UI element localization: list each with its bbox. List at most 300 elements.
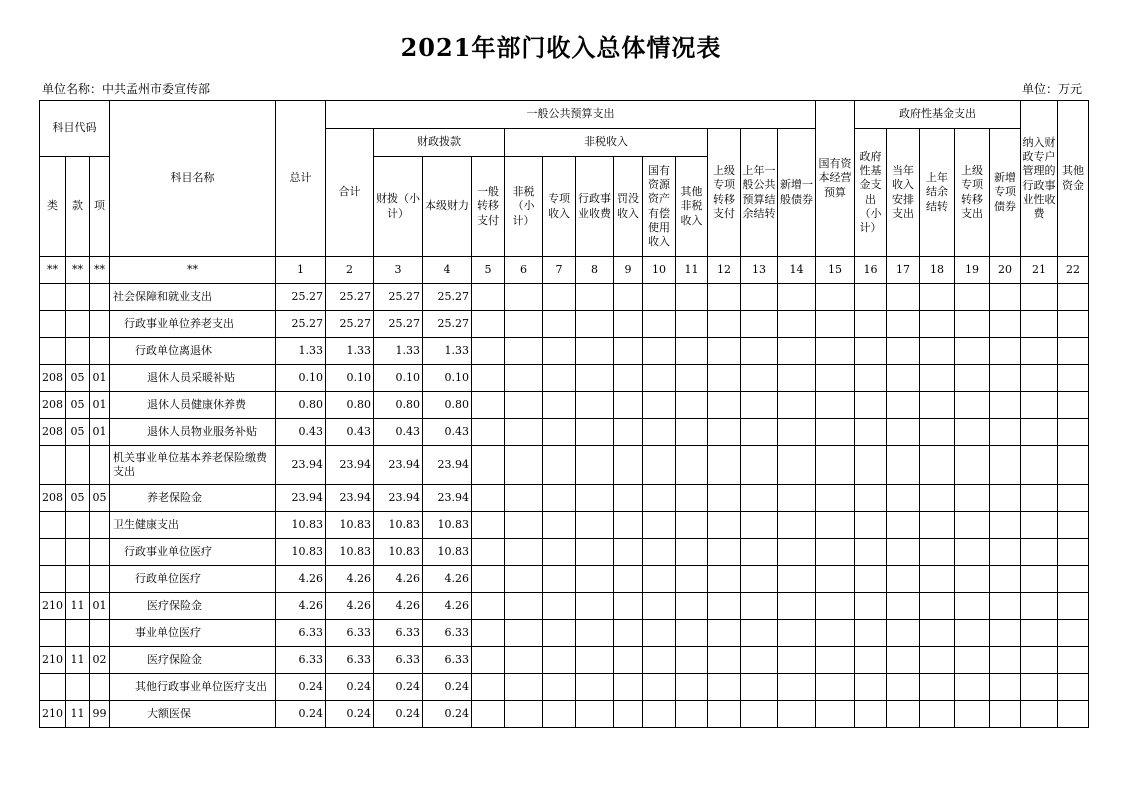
cell-subject-name: 医疗保险金: [110, 647, 276, 674]
cell-empty: [614, 674, 643, 701]
cell-xiang: [90, 620, 110, 647]
cell-empty: [643, 392, 676, 419]
cell-empty: [614, 647, 643, 674]
cell-empty: [708, 539, 741, 566]
cell-empty: [576, 392, 614, 419]
cell-empty: [920, 392, 955, 419]
cell-empty: [505, 485, 543, 512]
cell-empty: [741, 512, 778, 539]
cell-empty: [816, 392, 855, 419]
cell-empty: [543, 674, 576, 701]
cell-kuan: [66, 674, 90, 701]
cell-empty: [920, 620, 955, 647]
cell-subject-name: 退休人员健康休养费: [110, 392, 276, 419]
cell-empty: [614, 485, 643, 512]
header-non-tax: 非税收入: [505, 129, 708, 157]
cell-kuan: 11: [66, 647, 90, 674]
cell-empty: [955, 701, 990, 728]
cell-local-fiscal: 23.94: [423, 446, 472, 485]
cell-empty: [990, 674, 1021, 701]
cell-fiscal-subtotal: 25.27: [374, 311, 423, 338]
cell-empty: [1058, 338, 1089, 365]
cell-empty: [643, 365, 676, 392]
cell-total: 4.26: [276, 593, 326, 620]
cell-total: 25.27: [276, 284, 326, 311]
cell-empty: [1058, 392, 1089, 419]
cell-empty: [920, 284, 955, 311]
cell-local-fiscal: 23.94: [423, 485, 472, 512]
cell-empty: [920, 674, 955, 701]
cell-empty: [887, 419, 920, 446]
cell-empty: [778, 446, 816, 485]
cell-empty: [1058, 446, 1089, 485]
cell-empty: [543, 539, 576, 566]
cell-empty: [920, 647, 955, 674]
cell-empty: [955, 338, 990, 365]
cell-empty: [543, 392, 576, 419]
cell-empty: [676, 566, 708, 593]
cell-lei: 208: [40, 392, 66, 419]
column-code: **: [40, 257, 66, 284]
cell-empty: [855, 512, 887, 539]
column-code: 11: [676, 257, 708, 284]
cell-kuan: 11: [66, 593, 90, 620]
cell-subject-name: 其他行政事业单位医疗支出: [110, 674, 276, 701]
cell-empty: [990, 566, 1021, 593]
cell-empty: [955, 674, 990, 701]
cell-empty: [614, 566, 643, 593]
cell-subtotal: 10.83: [326, 539, 374, 566]
cell-empty: [1058, 485, 1089, 512]
cell-empty: [741, 446, 778, 485]
cell-kuan: [66, 284, 90, 311]
cell-lei: 210: [40, 647, 66, 674]
cell-local-fiscal: 0.10: [423, 365, 472, 392]
cell-empty: [887, 311, 920, 338]
cell-empty: [1021, 365, 1058, 392]
report-title: 2021年部门收入总体情况表: [400, 33, 722, 62]
cell-empty: [778, 566, 816, 593]
cell-local-fiscal: 0.24: [423, 674, 472, 701]
cell-empty: [741, 311, 778, 338]
cell-xiang: 02: [90, 647, 110, 674]
cell-empty: [778, 284, 816, 311]
column-code: 19: [955, 257, 990, 284]
cell-empty: [576, 593, 614, 620]
cell-empty: [576, 512, 614, 539]
cell-kuan: [66, 338, 90, 365]
cell-empty: [472, 674, 505, 701]
cell-empty: [741, 647, 778, 674]
cell-empty: [778, 365, 816, 392]
cell-empty: [1058, 620, 1089, 647]
cell-subtotal: 6.33: [326, 647, 374, 674]
column-code: 2: [326, 257, 374, 284]
cell-lei: [40, 446, 66, 485]
cell-subtotal: 0.10: [326, 365, 374, 392]
cell-empty: [676, 539, 708, 566]
cell-empty: [855, 392, 887, 419]
cell-empty: [472, 365, 505, 392]
cell-empty: [855, 566, 887, 593]
cell-empty: [816, 311, 855, 338]
cell-empty: [741, 620, 778, 647]
cell-empty: [543, 446, 576, 485]
cell-empty: [1021, 647, 1058, 674]
cell-empty: [990, 701, 1021, 728]
cell-xiang: [90, 284, 110, 311]
cell-empty: [887, 512, 920, 539]
cell-empty: [778, 485, 816, 512]
cell-empty: [505, 365, 543, 392]
cell-empty: [778, 512, 816, 539]
cell-local-fiscal: 4.26: [423, 566, 472, 593]
header-admin-fee: 行政事业收费: [576, 157, 614, 257]
cell-empty: [990, 392, 1021, 419]
cell-empty: [576, 311, 614, 338]
table-row: [40, 419, 1089, 446]
cell-empty: [576, 446, 614, 485]
cell-lei: [40, 284, 66, 311]
cell-empty: [887, 701, 920, 728]
cell-empty: [614, 701, 643, 728]
cell-empty: [920, 365, 955, 392]
cell-empty: [1058, 365, 1089, 392]
cell-empty: [990, 485, 1021, 512]
column-code: 12: [708, 257, 741, 284]
cell-empty: [855, 485, 887, 512]
cell-empty: [543, 593, 576, 620]
cell-empty: [778, 419, 816, 446]
cell-subject-name: 医疗保险金: [110, 593, 276, 620]
cell-kuan: 05: [66, 419, 90, 446]
cell-empty: [643, 620, 676, 647]
cell-fiscal-subtotal: 10.83: [374, 512, 423, 539]
table-row: [40, 446, 1089, 485]
cell-empty: [505, 701, 543, 728]
cell-xiang: [90, 338, 110, 365]
column-code: 3: [374, 257, 423, 284]
cell-empty: [816, 446, 855, 485]
cell-empty: [778, 674, 816, 701]
cell-empty: [1021, 674, 1058, 701]
cell-empty: [614, 539, 643, 566]
column-code: 1: [276, 257, 326, 284]
cell-local-fiscal: 6.33: [423, 620, 472, 647]
cell-empty: [816, 593, 855, 620]
header-nontax-subtotal: 非税（小计）: [505, 157, 543, 257]
cell-empty: [505, 392, 543, 419]
cell-empty: [505, 338, 543, 365]
cell-xiang: 01: [90, 593, 110, 620]
column-code: 18: [920, 257, 955, 284]
cell-empty: [676, 338, 708, 365]
cell-empty: [990, 419, 1021, 446]
cell-subject-name: 行政事业单位养老支出: [110, 311, 276, 338]
header-kuan: 款: [66, 157, 90, 257]
cell-empty: [708, 593, 741, 620]
cell-empty: [614, 392, 643, 419]
cell-fiscal-subtotal: 25.27: [374, 284, 423, 311]
table-row: [40, 647, 1089, 674]
header-general-budget: 一般公共预算支出: [326, 101, 816, 129]
column-code: 6: [505, 257, 543, 284]
cell-empty: [741, 365, 778, 392]
cell-lei: [40, 674, 66, 701]
cell-empty: [643, 338, 676, 365]
cell-empty: [472, 539, 505, 566]
cell-kuan: 05: [66, 365, 90, 392]
cell-empty: [614, 446, 643, 485]
cell-empty: [643, 566, 676, 593]
cell-empty: [990, 647, 1021, 674]
cell-empty: [576, 419, 614, 446]
header-state-capital: 国有资本经营预算: [816, 101, 855, 257]
cell-empty: [543, 419, 576, 446]
header-other-funds: 其他资金: [1058, 101, 1089, 257]
cell-empty: [676, 485, 708, 512]
cell-empty: [1021, 284, 1058, 311]
cell-kuan: [66, 512, 90, 539]
cell-empty: [472, 446, 505, 485]
table-row: [40, 284, 1089, 311]
cell-empty: [643, 284, 676, 311]
cell-total: 10.83: [276, 539, 326, 566]
cell-total: 25.27: [276, 311, 326, 338]
cell-empty: [576, 284, 614, 311]
header-state-asset: 国有资源资产有偿使用收入: [643, 157, 676, 257]
cell-local-fiscal: 25.27: [423, 311, 472, 338]
cell-empty: [741, 338, 778, 365]
cell-empty: [543, 485, 576, 512]
cell-empty: [1021, 620, 1058, 647]
cell-local-fiscal: 0.80: [423, 392, 472, 419]
cell-empty: [543, 566, 576, 593]
cell-empty: [1058, 701, 1089, 728]
cell-empty: [614, 338, 643, 365]
cell-empty: [505, 311, 543, 338]
header-other-nontax: 其他非税收入: [676, 157, 708, 257]
cell-empty: [614, 311, 643, 338]
cell-subject-name: 社会保障和就业支出: [110, 284, 276, 311]
column-code: 7: [543, 257, 576, 284]
cell-empty: [887, 620, 920, 647]
cell-empty: [855, 647, 887, 674]
cell-empty: [741, 392, 778, 419]
header-gov-fund: 政府性基金支出: [855, 101, 1021, 129]
cell-empty: [1021, 539, 1058, 566]
cell-total: 10.83: [276, 512, 326, 539]
cell-empty: [576, 566, 614, 593]
cell-xiang: [90, 446, 110, 485]
column-code: 5: [472, 257, 505, 284]
cell-lei: 210: [40, 701, 66, 728]
column-code: 8: [576, 257, 614, 284]
cell-lei: 208: [40, 419, 66, 446]
column-code: 22: [1058, 257, 1089, 284]
cell-subject-name: 事业单位医疗: [110, 620, 276, 647]
cell-empty: [708, 512, 741, 539]
cell-subject-name: 退休人员采暖补贴: [110, 365, 276, 392]
cell-empty: [543, 284, 576, 311]
cell-subject-name: 养老保险金: [110, 485, 276, 512]
cell-subtotal: 0.24: [326, 701, 374, 728]
cell-empty: [920, 485, 955, 512]
cell-subtotal: 6.33: [326, 620, 374, 647]
cell-empty: [955, 512, 990, 539]
cell-kuan: [66, 620, 90, 647]
cell-empty: [1058, 566, 1089, 593]
cell-empty: [990, 338, 1021, 365]
cell-empty: [955, 284, 990, 311]
cell-fiscal-subtotal: 23.94: [374, 446, 423, 485]
cell-empty: [887, 566, 920, 593]
column-code: 15: [816, 257, 855, 284]
cell-empty: [505, 593, 543, 620]
column-code-row: [40, 257, 1089, 284]
column-code: 17: [887, 257, 920, 284]
cell-empty: [920, 512, 955, 539]
header-subject-code: 科目代码: [40, 101, 110, 157]
cell-empty: [576, 701, 614, 728]
cell-total: 6.33: [276, 620, 326, 647]
cell-empty: [543, 311, 576, 338]
cell-empty: [472, 284, 505, 311]
cell-empty: [741, 419, 778, 446]
cell-kuan: [66, 311, 90, 338]
cell-empty: [990, 446, 1021, 485]
cell-empty: [643, 311, 676, 338]
cell-subject-name: 行政事业单位医疗: [110, 539, 276, 566]
cell-empty: [708, 485, 741, 512]
cell-empty: [676, 512, 708, 539]
cell-empty: [816, 620, 855, 647]
cell-empty: [543, 620, 576, 647]
column-code: 14: [778, 257, 816, 284]
cell-empty: [505, 446, 543, 485]
cell-subtotal: 23.94: [326, 485, 374, 512]
header-xiang: 项: [90, 157, 110, 257]
cell-empty: [741, 485, 778, 512]
cell-fiscal-subtotal: 6.33: [374, 647, 423, 674]
cell-empty: [920, 593, 955, 620]
cell-fiscal-subtotal: 10.83: [374, 539, 423, 566]
cell-empty: [708, 446, 741, 485]
table-row: [40, 512, 1089, 539]
unit-name: 单位名称：中共孟州市委宣传部: [42, 82, 211, 96]
cell-empty: [614, 284, 643, 311]
cell-empty: [741, 566, 778, 593]
cell-empty: [1021, 701, 1058, 728]
unit-label: 单位：万元: [1021, 82, 1082, 96]
cell-total: 0.43: [276, 419, 326, 446]
cell-total: 0.24: [276, 701, 326, 728]
column-code: 13: [741, 257, 778, 284]
cell-empty: [472, 620, 505, 647]
cell-lei: 210: [40, 593, 66, 620]
cell-empty: [708, 311, 741, 338]
cell-empty: [643, 485, 676, 512]
cell-empty: [676, 365, 708, 392]
cell-empty: [676, 392, 708, 419]
cell-empty: [741, 284, 778, 311]
cell-empty: [816, 539, 855, 566]
cell-empty: [816, 701, 855, 728]
cell-empty: [472, 566, 505, 593]
cell-empty: [472, 392, 505, 419]
cell-empty: [920, 446, 955, 485]
cell-subtotal: 4.26: [326, 593, 374, 620]
cell-empty: [676, 620, 708, 647]
cell-empty: [955, 620, 990, 647]
cell-empty: [643, 419, 676, 446]
cell-empty: [778, 539, 816, 566]
cell-total: 23.94: [276, 485, 326, 512]
cell-empty: [1021, 311, 1058, 338]
cell-empty: [955, 419, 990, 446]
cell-empty: [708, 701, 741, 728]
cell-local-fiscal: 1.33: [423, 338, 472, 365]
cell-empty: [855, 446, 887, 485]
cell-kuan: [66, 446, 90, 485]
cell-empty: [505, 674, 543, 701]
cell-empty: [676, 419, 708, 446]
cell-empty: [990, 593, 1021, 620]
cell-empty: [708, 419, 741, 446]
cell-empty: [676, 311, 708, 338]
cell-empty: [614, 620, 643, 647]
cell-empty: [778, 701, 816, 728]
cell-fiscal-subtotal: 0.24: [374, 674, 423, 701]
table-row: [40, 701, 1089, 728]
cell-empty: [505, 284, 543, 311]
table-body: [40, 284, 1089, 728]
header-fiscal-alloc: 财政拨款: [374, 129, 505, 157]
cell-empty: [543, 512, 576, 539]
cell-empty: [708, 647, 741, 674]
cell-subtotal: 23.94: [326, 446, 374, 485]
cell-local-fiscal: 10.83: [423, 539, 472, 566]
cell-fiscal-subtotal: 4.26: [374, 593, 423, 620]
cell-total: 6.33: [276, 647, 326, 674]
cell-empty: [990, 512, 1021, 539]
cell-empty: [472, 701, 505, 728]
cell-empty: [543, 701, 576, 728]
cell-subtotal: 25.27: [326, 311, 374, 338]
cell-empty: [741, 539, 778, 566]
table-row: [40, 674, 1089, 701]
cell-empty: [614, 512, 643, 539]
cell-empty: [887, 284, 920, 311]
cell-empty: [778, 392, 816, 419]
cell-empty: [816, 566, 855, 593]
cell-empty: [1021, 338, 1058, 365]
cell-empty: [708, 338, 741, 365]
cell-lei: 208: [40, 485, 66, 512]
cell-empty: [816, 674, 855, 701]
cell-empty: [472, 512, 505, 539]
table-row: [40, 392, 1089, 419]
cell-local-fiscal: 25.27: [423, 284, 472, 311]
cell-kuan: [66, 566, 90, 593]
cell-empty: [543, 647, 576, 674]
cell-empty: [643, 593, 676, 620]
column-code: 9: [614, 257, 643, 284]
cell-empty: [816, 338, 855, 365]
cell-empty: [505, 512, 543, 539]
header-current-income: 当年收入安排支出: [887, 129, 920, 257]
cell-empty: [887, 392, 920, 419]
